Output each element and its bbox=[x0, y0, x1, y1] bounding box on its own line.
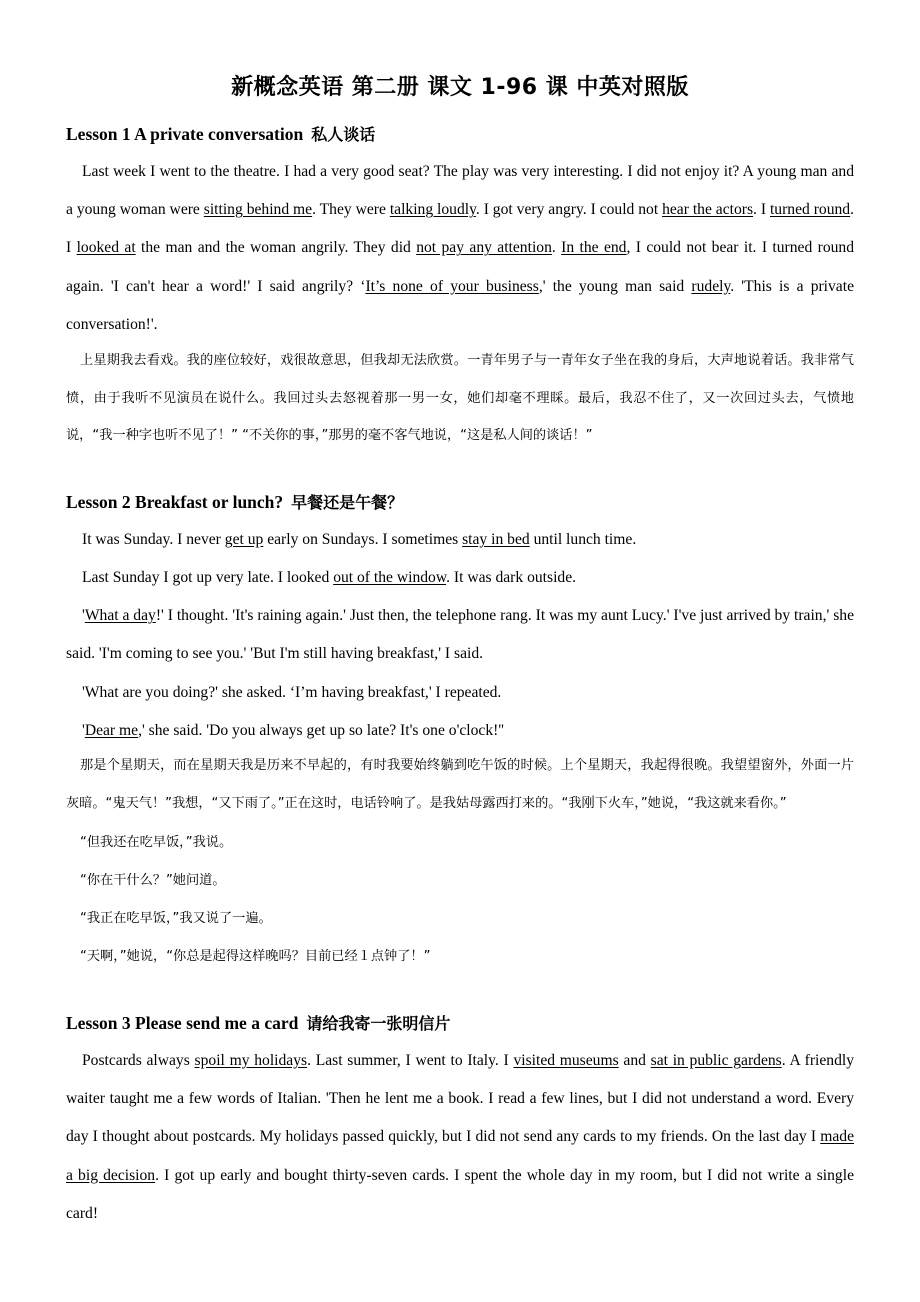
lesson-2-heading bbox=[66, 490, 403, 513]
lesson-2-chinese-paragraph-1: 那是个星期天，而在星期天我是历来不早起的，有时我要始终躺到吃午饭的时候。上个星期天，我起得很晚。我望望窗外，外面一片灰暗。“鬼天气！”我想，“又下雨了。”正在这时，电话铃响了。是我姑母露西打来的。“我刚下火车，”她说，“我这就来看你。” bbox=[66, 758, 854, 811]
document-title: 新概念英语 第二册 课文 1-96 课 中英对照版 bbox=[231, 75, 689, 100]
lesson-2-chinese-paragraph-4: “我正在吃早饭，”我又说了一遍。 bbox=[80, 911, 272, 926]
lesson-3-heading bbox=[66, 1011, 450, 1034]
lesson-2-paragraph-1: It was Sunday. I never get up early on Sundays. I sometimes stay in bed until lunch time. bbox=[82, 531, 637, 548]
lesson-3-english-text: Postcards always spoil my holidays. Last summer, I went to Italy. I visited museums and sat in public gardens. A friendly waiter taught me a few words of Italian. 'Then he lent me a book. I read a few lines, but I did not understand a word. Every day I thought about postcards. My holidays passed quickly, but I did not send any cards to my friends. On the last day I made a big decision. I got up early and bought thirty-seven cards. I spent the whole day in my room, but I did not write a single card! bbox=[66, 1052, 855, 1222]
lesson-2-paragraph-3: 'What a day!' I thought. 'It's raining again.' Just then, the telephone rang. It was my aunt Lucy.' I've just arrived by train,' she said. 'I'm coming to see you.' 'But I'm still having breakfast,' I said. bbox=[66, 607, 854, 663]
lesson-1-heading-en: Lesson 1 A private conversation bbox=[66, 124, 304, 144]
lesson-1-chinese-text: 上星期我去看戏。我的座位较好，戏很故意思，但我却无法欣赏。一青年男子与一青年女子坐在我的身后，大声地说着话。我非常气愤，由于我听不见演员在说什么。我回过头去怒视着那一男一女，她们却毫不理睬。最后，我忍不住了，又一次回过头去，气愤地说，“我一种字也听不见了！” “不关你的事，”那男的毫不客气地说，“这是私人间的谈话！” bbox=[66, 353, 854, 444]
lesson-3-heading-zh: 请给我寄一张明信片 bbox=[306, 1014, 451, 1033]
lesson-2-paragraph-2: Last Sunday I got up very late. I looked out of the window. It was dark outside. bbox=[82, 569, 577, 586]
lesson-1-heading bbox=[66, 122, 375, 145]
lesson-2-paragraph-5: 'Dear me,' she said. 'Do you always get up so late? It's one o'clock!'' bbox=[82, 722, 504, 739]
lesson-2-heading-en: Lesson 2 Breakfast or lunch? bbox=[66, 492, 284, 512]
lesson-2-chinese-paragraph-3: “你在干什么？”她问道。 bbox=[80, 873, 226, 888]
lesson-2-chinese-paragraph-5: “天啊，”她说，“你总是起得这样晚吗？目前已经１点钟了！” bbox=[80, 949, 431, 964]
lesson-2-chinese-paragraph-2: “但我还在吃早饭，”我说。 bbox=[80, 835, 233, 850]
lesson-1-english-text: Last week I went to the theatre. I had a very good seat? The play was very interesting. I did not enjoy it? A young man and a young woman were sitting behind me. They were talking loudly. I got very angry. I could not hear the actors. I turned round. I looked at the man and the woman angrily. They did not pay any attention. In the end, I could not bear it. I turned round again. 'I can't hear a word!' I said angrily? ‘It’s none of your business,' the young man said rudely. 'This is a private conversation!'. bbox=[66, 163, 855, 333]
lesson-3-heading-en: Lesson 3 Please send me a card bbox=[66, 1013, 299, 1033]
lesson-2-paragraph-4: 'What are you doing?' she asked. ‘I’m having breakfast,' I repeated. bbox=[82, 684, 502, 701]
lesson-2-heading-zh: 早餐还是午餐？ bbox=[291, 493, 404, 512]
lesson-1-heading-zh: 私人谈话 bbox=[311, 125, 376, 144]
